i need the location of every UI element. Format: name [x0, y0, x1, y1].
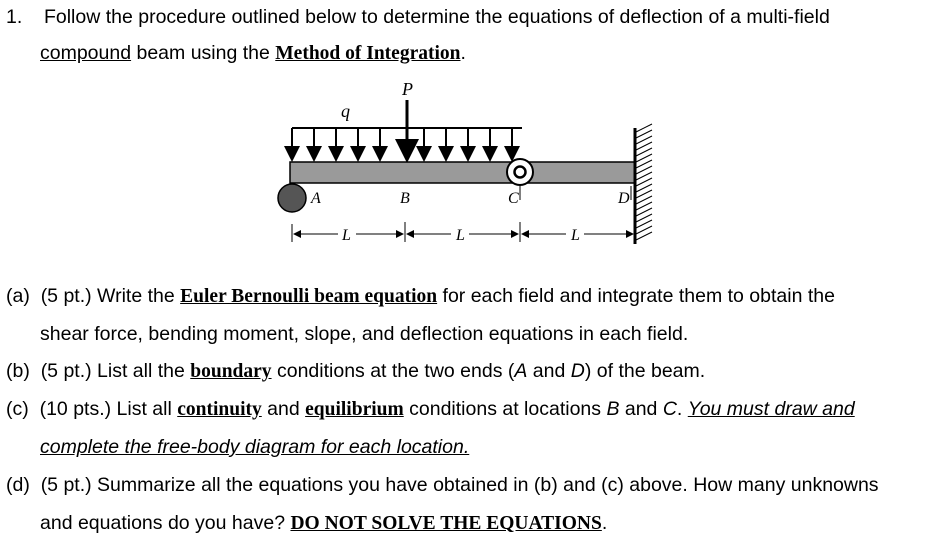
problem-intro-line1 — [6, 5, 830, 29]
part-c-line1 — [6, 397, 855, 422]
part-c-key1: continuity — [177, 399, 262, 420]
load-p-label: P — [402, 79, 413, 99]
part-d-points: (5 pt.) — [40, 474, 92, 496]
part-d-line2-key: DO NOT SOLVE THE EQUATIONS — [290, 513, 602, 534]
part-b-post1: conditions at the two ends ( — [271, 360, 515, 382]
intro-mid: beam using the — [131, 42, 276, 64]
part-c-note1: You must draw and — [687, 398, 855, 420]
part-c-label: (c) — [6, 398, 29, 420]
part-b-mid: and — [527, 360, 571, 382]
part-d-line1-text: Summarize all the equations you have obtained in (b) and (c) above. How many unknowns — [91, 474, 879, 496]
part-c-key2: equilibrium — [305, 399, 404, 420]
hinge-c-pin — [515, 167, 526, 178]
part-c-note2: complete the free-body diagram for each location. — [40, 436, 470, 458]
part-b-label: (b) — [6, 360, 30, 382]
part-b-points: (5 pt.) — [40, 360, 92, 382]
part-c-var2: C — [662, 398, 677, 420]
label-c: C — [508, 190, 519, 207]
part-c-points: (10 pts.) — [39, 398, 112, 420]
part-d-line2-pre: and equations do you have? — [40, 512, 291, 534]
label-d: D — [618, 190, 630, 207]
part-c-pre: List all — [111, 398, 178, 420]
part-d-line1 — [6, 473, 879, 497]
part-c-post2: . — [676, 398, 688, 420]
span-label-bc: L — [456, 227, 465, 244]
intro-text: Follow the procedure outlined below to determine the equations of deflection of a multi-field — [43, 6, 830, 28]
part-c-mid: and — [261, 398, 306, 420]
part-b-key: boundary — [190, 361, 272, 382]
part-d-label: (d) — [6, 474, 30, 496]
span-label-ab: L — [342, 227, 351, 244]
part-b-var2: D — [570, 360, 585, 382]
part-a-line2 — [40, 322, 688, 346]
part-a-line2-text: shear force, bending moment, slope, and deflection equations in each field. — [40, 323, 689, 345]
part-a-key: Euler Bernoulli beam equation — [180, 286, 438, 307]
beam-figure — [270, 72, 670, 247]
part-d-line2-end: . — [601, 512, 608, 534]
part-c-line2 — [40, 435, 469, 459]
part-b-line1 — [6, 359, 705, 384]
part-d-line2 — [40, 511, 607, 536]
beam — [290, 162, 635, 183]
intro-end: . — [460, 42, 466, 64]
problem-number: 1. — [6, 6, 23, 28]
part-a-label: (a) — [6, 285, 30, 307]
part-c-and: and — [619, 398, 663, 420]
label-b: B — [400, 190, 410, 207]
part-a-points: (5 pt.) — [40, 285, 92, 307]
fixed-wall-d — [635, 124, 652, 244]
label-a: A — [311, 190, 321, 207]
part-b-var1: A — [514, 360, 528, 382]
load-q-label: q — [341, 101, 350, 121]
intro-method: Method of Integration — [275, 43, 461, 64]
part-a-pre: Write the — [91, 285, 181, 307]
part-a-line1 — [6, 284, 835, 309]
part-b-pre: List all the — [91, 360, 191, 382]
part-c-var1: B — [606, 398, 620, 420]
support-a — [278, 184, 306, 212]
part-c-post1: conditions at locations — [403, 398, 607, 420]
part-a-post: for each field and integrate them to obtain the — [437, 285, 835, 307]
problem-intro-line2 — [40, 41, 466, 66]
part-b-post2: ) of the beam. — [584, 360, 706, 382]
intro-compound: compound — [40, 42, 132, 64]
span-label-cd: L — [571, 227, 580, 244]
